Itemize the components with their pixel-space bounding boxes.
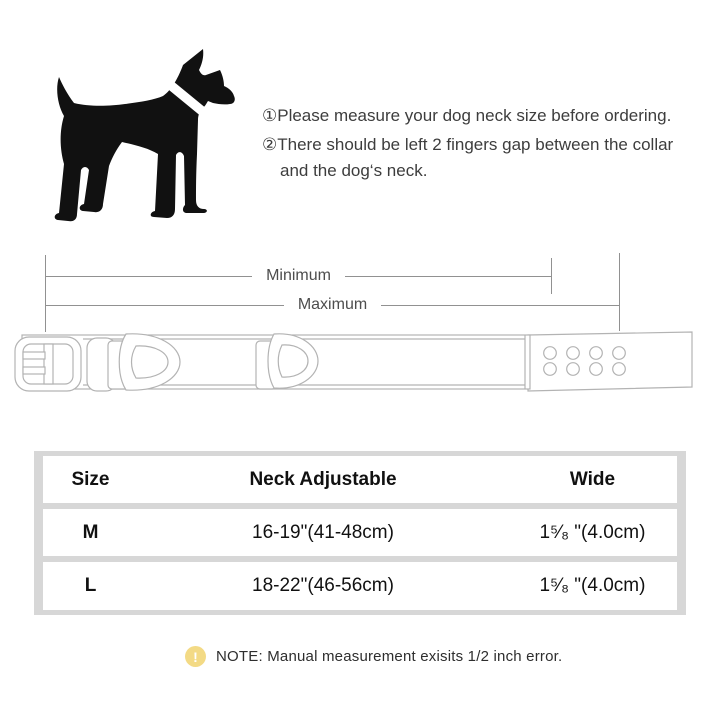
- table-row: [43, 562, 677, 610]
- instruction-item-2: ②There should be left 2 fingers gap between the collar and the dog‘s neck.: [262, 135, 674, 180]
- line-segment: [46, 276, 252, 277]
- header-wide: Wide: [569, 468, 616, 490]
- table-row: [43, 509, 677, 556]
- cell-neck: 16-19"(41-48cm): [252, 521, 394, 543]
- cell-size: L: [84, 575, 97, 596]
- buckle-bar: [44, 344, 53, 384]
- line-segment: [46, 305, 284, 306]
- maximum-label: Maximum: [297, 296, 368, 313]
- line-segment: [381, 305, 619, 306]
- buckle-prong: [23, 367, 45, 374]
- buckle-prong: [23, 352, 45, 359]
- minimum-measure-line: [46, 265, 551, 287]
- maximum-measure-line: [46, 294, 619, 316]
- header-neck-adjustable: Neck Adjustable: [249, 468, 397, 490]
- minimum-label: Minimum: [266, 267, 331, 284]
- strap-end: [528, 332, 692, 391]
- instruction-item-1: ①Please measure your dog neck size before ordering.: [262, 106, 672, 125]
- cell-size: M: [82, 521, 99, 543]
- note-text: NOTE: Manual measurement exisits 1/2 inch error.: [216, 648, 563, 665]
- exclamation-icon: !: [185, 646, 206, 667]
- collar-illustration: [8, 328, 698, 398]
- header-size: Size: [71, 468, 110, 490]
- cell-wide: 1⁵⁄₈ "(4.0cm): [539, 521, 646, 543]
- maximum-end-tick: [619, 253, 620, 331]
- minimum-end-tick: [551, 258, 552, 294]
- note: [185, 646, 562, 667]
- instructions: [262, 103, 680, 184]
- cell-wide: 1⁵⁄₈ "(4.0cm): [539, 575, 646, 596]
- table-header-row: [43, 456, 677, 503]
- line-segment: [345, 276, 551, 277]
- dog-silhouette-icon: [50, 24, 250, 224]
- size-table: [34, 451, 686, 615]
- cell-neck: 18-22"(46-56cm): [252, 575, 394, 596]
